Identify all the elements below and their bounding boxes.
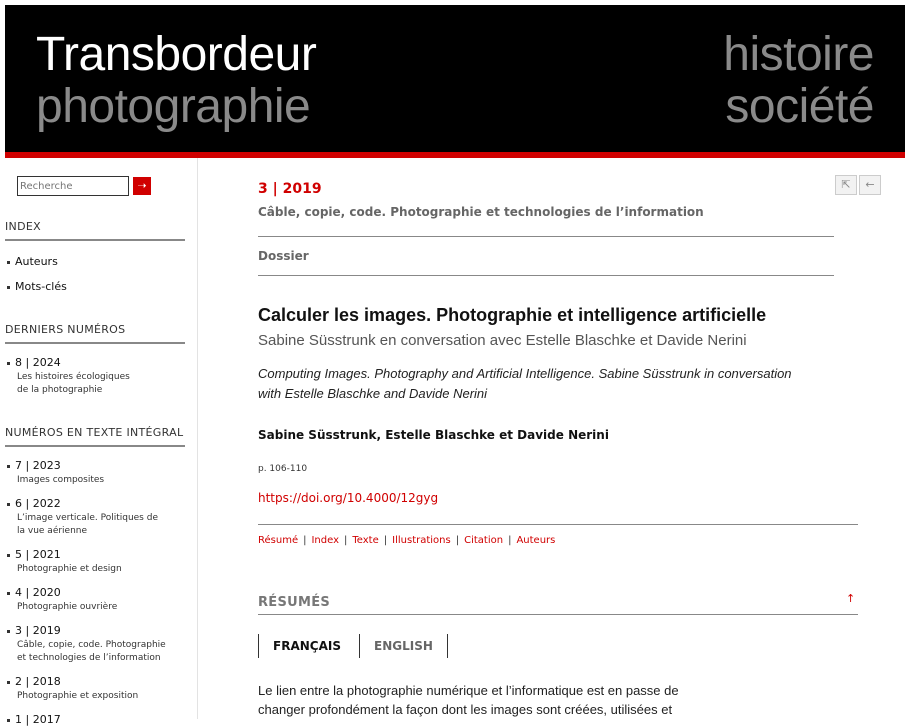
brand-tagline-line1: histoire <box>723 28 874 81</box>
sidebar-issue-2[interactable]: 2 | 2018 <box>7 675 61 688</box>
bullet-icon <box>7 592 10 595</box>
issue-number-link[interactable]: 3 | 2019 <box>258 181 322 197</box>
search-button[interactable] <box>133 177 151 195</box>
bullet-icon <box>7 286 10 289</box>
tab-francais[interactable]: FRANÇAIS <box>258 634 355 658</box>
sidebar-heading-latest: DERNIERS NUMÉROS <box>5 323 185 344</box>
bullet-icon <box>7 362 10 365</box>
sidebar <box>0 158 198 726</box>
sidebar-issue-6[interactable]: 6 | 2022 <box>7 497 61 510</box>
sidebar-issue-5[interactable]: 5 | 2021 <box>7 548 61 561</box>
issue-title-link[interactable]: Câble, copie, code. Photographie et technologies de l’information <box>258 205 704 219</box>
sidebar-issue-8[interactable]: 8 | 2024 <box>7 356 61 369</box>
section-label[interactable]: Dossier <box>258 249 309 263</box>
sidebar-heading-index: INDEX <box>5 220 185 241</box>
site-header <box>5 5 905 152</box>
sidebar-issue-2-title[interactable]: Photographie et exposition <box>17 691 139 701</box>
toc-link-citation[interactable]: Citation <box>464 535 504 546</box>
bullet-icon <box>7 630 10 633</box>
bullet-icon <box>7 719 10 722</box>
sidebar-issue-7[interactable]: 7 | 2023 <box>7 459 61 472</box>
toc-link-illustrations[interactable]: Illustrations <box>392 535 451 546</box>
article-toc: Résumé | Index | Texte | Illustrations | Citation | Auteurs <box>258 535 556 546</box>
resumes-heading: RÉSUMÉS <box>258 595 331 610</box>
up-left-arrow-icon[interactable]: ⇱ <box>835 175 857 195</box>
toc-link-resume[interactable]: Résumé <box>258 535 299 546</box>
tab-english[interactable]: ENGLISH <box>359 634 448 658</box>
article-doi-link[interactable]: https://doi.org/10.4000/12gyg <box>258 491 439 505</box>
bullet-icon <box>7 261 10 264</box>
bullet-icon <box>7 465 10 468</box>
arrow-right-icon: ➝ <box>137 179 147 192</box>
article-pages: p. 106-110 <box>258 464 308 474</box>
brand-tagline-line2: société <box>725 80 874 133</box>
bullet-icon <box>7 503 10 506</box>
toc-link-index[interactable]: Index <box>311 535 339 546</box>
article-translated-title: Computing Images. Photography and Artificial Intelligence. Sabine Süsstrunk in conversation with Estelle Blaschke and Davide Nerini <box>258 366 792 401</box>
sidebar-link-auteurs[interactable]: Auteurs <box>7 255 58 268</box>
article-subtitle: Sabine Süsstrunk en conversation avec Estelle Blaschke et Davide Nerini <box>258 332 747 349</box>
article-authors[interactable]: Sabine Süsstrunk, Estelle Blaschke et Davide Nerini <box>258 428 609 442</box>
divider <box>258 275 834 276</box>
sidebar-issue-1[interactable]: 1 | 2017 <box>7 713 61 726</box>
search-input[interactable] <box>17 176 129 196</box>
sidebar-issue-8-title[interactable]: Les histoires écologiques de la photographie <box>17 372 130 395</box>
article-nav <box>833 173 881 195</box>
sidebar-link-mots-cles[interactable]: Mots-clés <box>7 280 67 293</box>
brand-title-line1[interactable]: Transbordeur <box>36 28 317 81</box>
divider <box>258 236 834 237</box>
sidebar-issue-3-title[interactable]: Câble, copie, code. Photographie et technologies de l’information <box>17 640 166 663</box>
up-arrow-icon[interactable]: ↑ <box>846 592 856 605</box>
article-title: Calculer les images. Photographie et intelligence artificielle <box>258 305 767 325</box>
sidebar-issue-4-title[interactable]: Photographie ouvrière <box>17 602 118 612</box>
sidebar-issue-3[interactable]: 3 | 2019 <box>7 624 61 637</box>
brand-title-line2[interactable]: photographie <box>36 80 311 133</box>
sidebar-issue-6-title[interactable]: L’image verticale. Politiques de la vue aérienne <box>17 513 158 536</box>
toc-link-texte[interactable]: Texte <box>352 535 379 546</box>
sidebar-issue-4[interactable]: 4 | 2020 <box>7 586 61 599</box>
bullet-icon <box>7 554 10 557</box>
divider <box>258 614 858 615</box>
bullet-icon <box>7 681 10 684</box>
divider <box>258 524 858 525</box>
sidebar-heading-fulltext: NUMÉROS EN TEXTE INTÉGRAL <box>5 426 185 447</box>
sidebar-issue-5-title[interactable]: Photographie et design <box>17 564 122 574</box>
toc-link-auteurs[interactable]: Auteurs <box>516 535 556 546</box>
abstract-text: Le lien entre la photographie numérique et l’informatique est en passe de changer profondément la façon dont les images sont créées, utilisées et <box>258 683 679 717</box>
sidebar-issue-7-title[interactable]: Images composites <box>17 475 105 485</box>
left-arrow-icon[interactable]: ← <box>859 175 881 195</box>
